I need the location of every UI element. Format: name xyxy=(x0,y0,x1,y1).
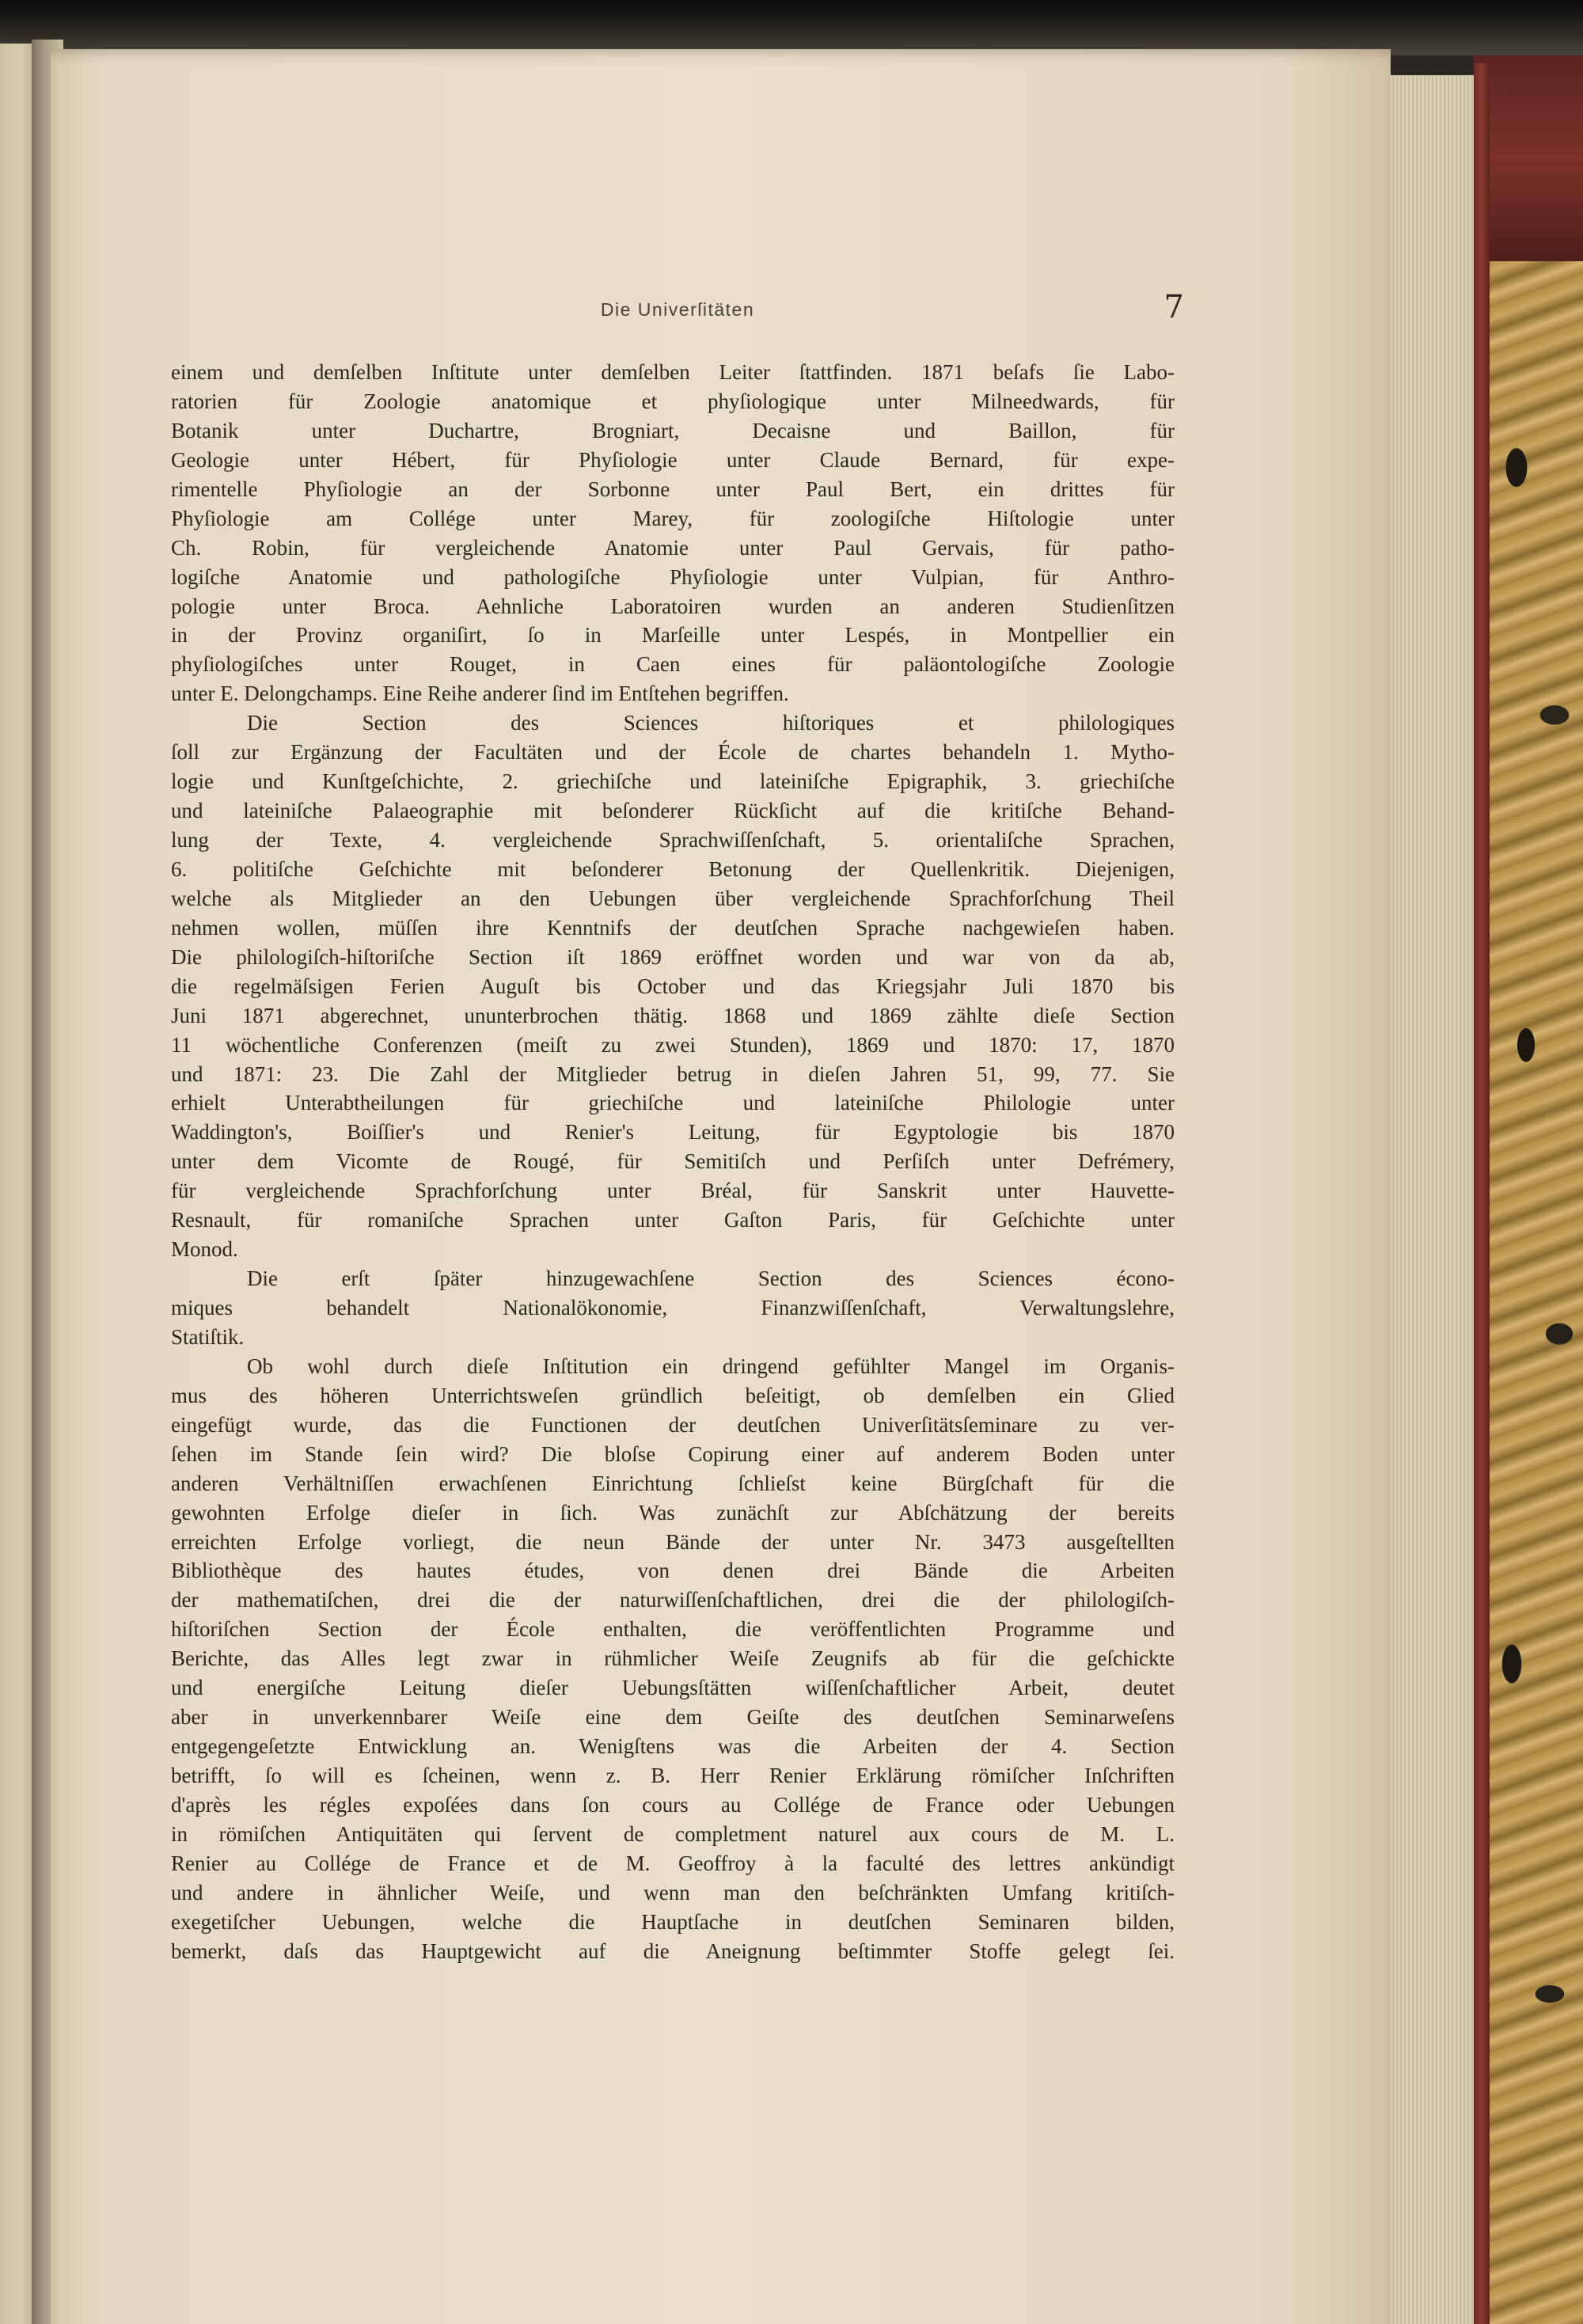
text-line: der mathematiſchen, drei die der naturwiſſenſchaftlichen, drei die der philologiſch- xyxy=(171,1588,1175,1612)
text-line: eingefügt wurde, das die Functionen der deutſchen Univerſitätsſeminare zu ver- xyxy=(171,1412,1175,1437)
text-line: und 1871: 23. Die Zahl der Mitglieder betrug in dieſen Jahren 51, 99, 77. Sie xyxy=(171,1061,1175,1086)
text-line: Die philologiſch-hiſtoriſche Section iſt 1869 eröffnet worden und war von da ab, xyxy=(171,944,1175,969)
text-line: nehmen wollen, müſſen ihre Kenntnifs der deutſchen Sprache nachgewieſen haben. xyxy=(171,915,1175,940)
text-line: gewohnten Erfolge dieſer in ſich. Was zunächſt zur Abſchätzung der bereits xyxy=(171,1500,1175,1525)
text-line: Die Section des Sciences hiſtoriques et philologiques xyxy=(247,711,1175,735)
text-line: Juni 1871 abgerechnet, ununterbrochen thätig. 1868 und 1869 zählte dieſe Section xyxy=(171,1003,1175,1027)
text-line: einem und demſelben Inſtitute unter demſelben Leiter ſtattfinden. 1871 beſafs ſie Labo- xyxy=(171,360,1175,384)
running-title: Die Univerſitäten xyxy=(600,299,755,320)
text-line: Renier au Collége de France et de M. Geoffroy à la faculté des lettres ankündigt xyxy=(171,1851,1175,1875)
text-line: ſoll zur Ergänzung der Facultäten und der École de chartes behandeln 1. Mytho- xyxy=(171,740,1175,765)
text-line: lung der Texte, 4. vergleichende Sprachwiſſenſchaft, 5. orientaliſche Sprachen, xyxy=(171,828,1175,852)
cover-edge-red xyxy=(1474,63,1490,2324)
text-line: welche als Mitglieder an den Uebungen über vergleichende Sprachforſchung Theil xyxy=(171,886,1175,910)
text-line: unter dem Vicomte de Rougé, für Semitiſch und Perſiſch unter Defrémery, xyxy=(171,1149,1175,1174)
text-line: bemerkt, daſs das Hauptgewicht auf die Aneignung beſtimmter Stoffe gelegt ſei. xyxy=(171,1939,1175,1963)
text-line: mus des höheren Unterrichtsweſen gründlich beſeitigt, ob demſelben ein Glied xyxy=(171,1383,1175,1407)
page-edges-stack xyxy=(1387,75,1480,2324)
text-line: und andere in ähnlicher Weiſe, und wenn man den beſchränkten Umfang kritiſch- xyxy=(171,1880,1175,1904)
text-line: logiſche Anatomie und pathologiſche Phyſiologie unter Vulpian, für Anthro- xyxy=(171,564,1175,589)
text-line: pologie unter Broca. Aehnliche Laboratoiren wurden an anderen Studienſitzen xyxy=(171,594,1175,618)
text-line: in römiſchen Antiquitäten qui ſervent de completment naturel aux cours de M. L. xyxy=(171,1821,1175,1846)
text-line: 6. politiſche Geſchichte mit beſonderer Betonung der Quellenkritik. Diejenigen, xyxy=(171,856,1175,881)
text-line: unter E. Delongchamps. Eine Reihe anderer ſind im Entſtehen begriffen. xyxy=(171,682,789,706)
binding-shadow xyxy=(0,0,1583,55)
text-line: Monod. xyxy=(171,1237,238,1262)
text-line: ratorien für Zoologie anatomique et phyſiologique unter Milneedwards, für xyxy=(171,389,1175,413)
text-line: hiſtoriſchen Section der École enthalten, die veröffentlichten Programme und xyxy=(171,1617,1175,1642)
body-text xyxy=(171,358,1175,1966)
text-line: Ob wohl durch dieſe Inſtitution ein dringend gefühlter Mangel im Organis- xyxy=(247,1354,1175,1378)
text-line: und energiſche Leitung dieſer Uebungsſtätten wiſſenſchaftlicher Arbeit, deutet xyxy=(171,1676,1175,1700)
text-line: entgegengeſetzte Entwicklung an. Wenigſtens was die Arbeiten der 4. Section xyxy=(171,1734,1175,1759)
text-line: Geologie unter Hébert, für Phyſiologie unter Claude Bernard, für expe- xyxy=(171,447,1175,472)
text-line: d'après les régles expoſées dans ſon cours au Collége de France oder Uebungen xyxy=(171,1792,1175,1817)
text-line: exegetiſcher Uebungen, welche die Hauptſache in deutſchen Seminaren bilden, xyxy=(171,1909,1175,1934)
text-line: Bibliothèque des hautes études, von denen drei Bände die Arbeiten xyxy=(171,1559,1175,1583)
text-line: anderen Verhältniſſen erwachſenen Einrichtung ſchlieſst keine Bürgſchaft für die xyxy=(171,1471,1175,1495)
cover-top-red xyxy=(1474,55,1583,261)
marbled-cover xyxy=(1488,261,1583,2324)
text-line: miques behandelt Nationalökonomie, Finanzwiſſenſchaft, Verwaltungslehre, xyxy=(171,1296,1175,1320)
text-line: rimentelle Phyſiologie an der Sorbonne unter Paul Bert, ein drittes für xyxy=(171,477,1175,501)
text-line: 11 wöchentliche Conferenzen (meiſt zu zwei Stunden), 1869 und 1870: 17, 1870 xyxy=(171,1032,1175,1057)
text-line: Die erſt ſpäter hinzugewachſene Section des Sciences écono- xyxy=(247,1266,1175,1291)
text-line: logie und Kunſtgeſchichte, 2. griechiſche und lateiniſche Epigraphik, 3. griechiſche xyxy=(171,769,1175,794)
text-line: erhielt Unterabtheilungen für griechiſche und lateiniſche Philologie unter xyxy=(171,1091,1175,1115)
text-line: aber in unverkennbarer Weiſe eine dem Geiſte des deutſchen Seminarweſens xyxy=(171,1705,1175,1730)
text-line: die regelmäſsigen Ferien Auguſt bis October und das Kriegsjahr Juli 1870 bis xyxy=(171,974,1175,998)
text-line: Waddington's, Boiſſier's und Renier's Leitung, für Egyptologie bis 1870 xyxy=(171,1120,1175,1145)
text-line: phyſiologiſches unter Rouget, in Caen eines für paläontologiſche Zoologie xyxy=(171,652,1175,677)
text-line: ſehen im Stande ſein wird? Die bloſse Copirung einer auf anderem Boden unter xyxy=(171,1441,1175,1466)
text-line: Phyſiologie am Collége unter Marey, für zoologiſche Hiſtologie unter xyxy=(171,506,1175,530)
page-number: 7 xyxy=(1164,289,1184,325)
text-line: in der Provinz organiſirt, ſo in Marſeille unter Lespés, in Montpellier ein xyxy=(171,623,1175,647)
text-line: Resnault, für romaniſche Sprachen unter Gaſton Paris, für Geſchichte unter xyxy=(171,1208,1175,1232)
text-line: Botanik unter Duchartre, Brogniart, Decaisne und Baillon, für xyxy=(171,418,1175,442)
text-line: erreichten Erfolge vorliegt, die neun Bände der unter Nr. 3473 ausgeſtellten xyxy=(171,1529,1175,1554)
text-line: Statiſtik. xyxy=(171,1324,245,1349)
text-line: betrifft, ſo will es ſcheinen, wenn z. B. Herr Renier Erklärung römiſcher Inſchriften xyxy=(171,1764,1175,1787)
text-line: und lateiniſche Palaeographie mit beſonderer Rückſicht auf die kritiſche Behand- xyxy=(171,799,1175,823)
text-line: für vergleichende Sprachforſchung unter Bréal, für Sanskrit unter Hauvette- xyxy=(171,1179,1175,1203)
text-line: Berichte, das Alles legt zwar in rühmlicher Weiſe Zeugnifs ab für die geſchickte xyxy=(171,1646,1175,1671)
text-line: Ch. Robin, für vergleichende Anatomie unter Paul Gervais, für patho- xyxy=(171,535,1175,560)
